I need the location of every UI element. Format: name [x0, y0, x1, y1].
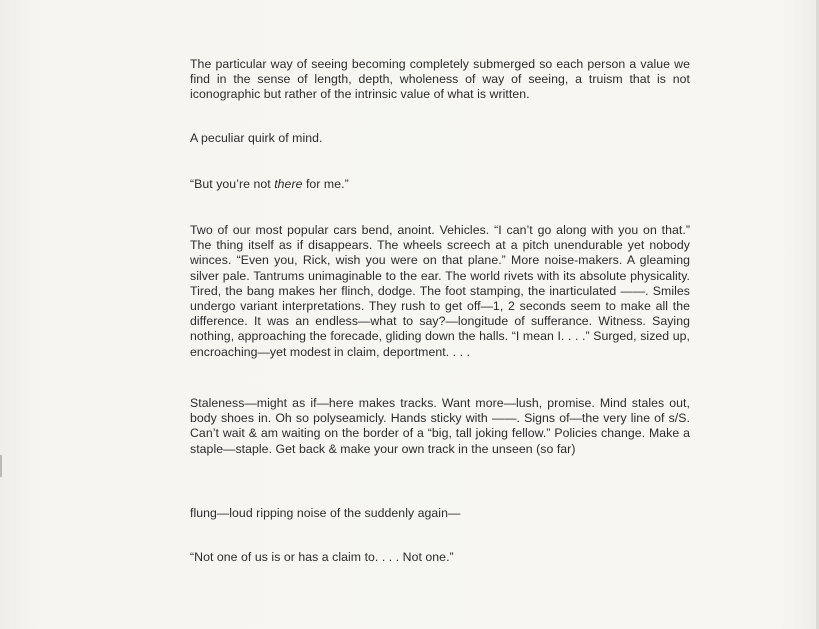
paragraph-seeing: The particular way of seeing becoming completely submerged so each person a value we find in the sense of length, depth, wholeness of way of seeing, a truism that is not iconographic but rather of the intrinsic value of what is written. [190, 57, 690, 102]
paragraph-quote-there [190, 177, 690, 192]
page-mark [0, 455, 2, 477]
quote-start: “But you’re not [190, 177, 275, 191]
quote-end: for me.” [302, 177, 349, 191]
paragraph-flung: flung—loud ripping noise of the suddenly again— [190, 506, 461, 520]
paragraph-vehicles: Two of our most popular cars bend, anoint. Vehicles. “I can’t go along with you on that.” The thing itself as if disappears. The wheels screech at a pitch unendurable yet nobody winces. “Even you, Rick, wish you were on that plane.” More noise-makers. A gleaming silver pale. Tantrums unimaginable to the ear. The world rivets with its absolute physicality. Tired, the bang makes her flinch, dodge. The foot stamping, the inarticulated ——. Smiles undergo variant interpretations. They rush to get off—1, 2 seconds seem to make all the difference. It was an endless—what to say?—longitude of sufferance. Witness. Saying nothing, approaching the forecade, gliding down the halls. “I mean I. . . .” Surged, sized up, encroaching—yet modest in claim, deportment. . . . [190, 223, 690, 359]
paragraph-not-one: “Not one of us is or has a claim to. . . . Not one.” [190, 550, 454, 564]
paragraph-quirk: A peculiar quirk of mind. [190, 131, 323, 145]
emphasized-word: there [274, 177, 303, 191]
paragraph-staleness: Staleness—might as if—here makes tracks. Want more—lush, promise. Mind stales out, body shoes in. Oh so polyseamicly. Hands sticky with ——. Signs of—the very line of s/S. Can’t wait & am waiting on the border of a “big, tall joking fellow.” Policies change. Make a staple—staple. Get back & make your own track in the unseen (so far) [190, 396, 690, 456]
